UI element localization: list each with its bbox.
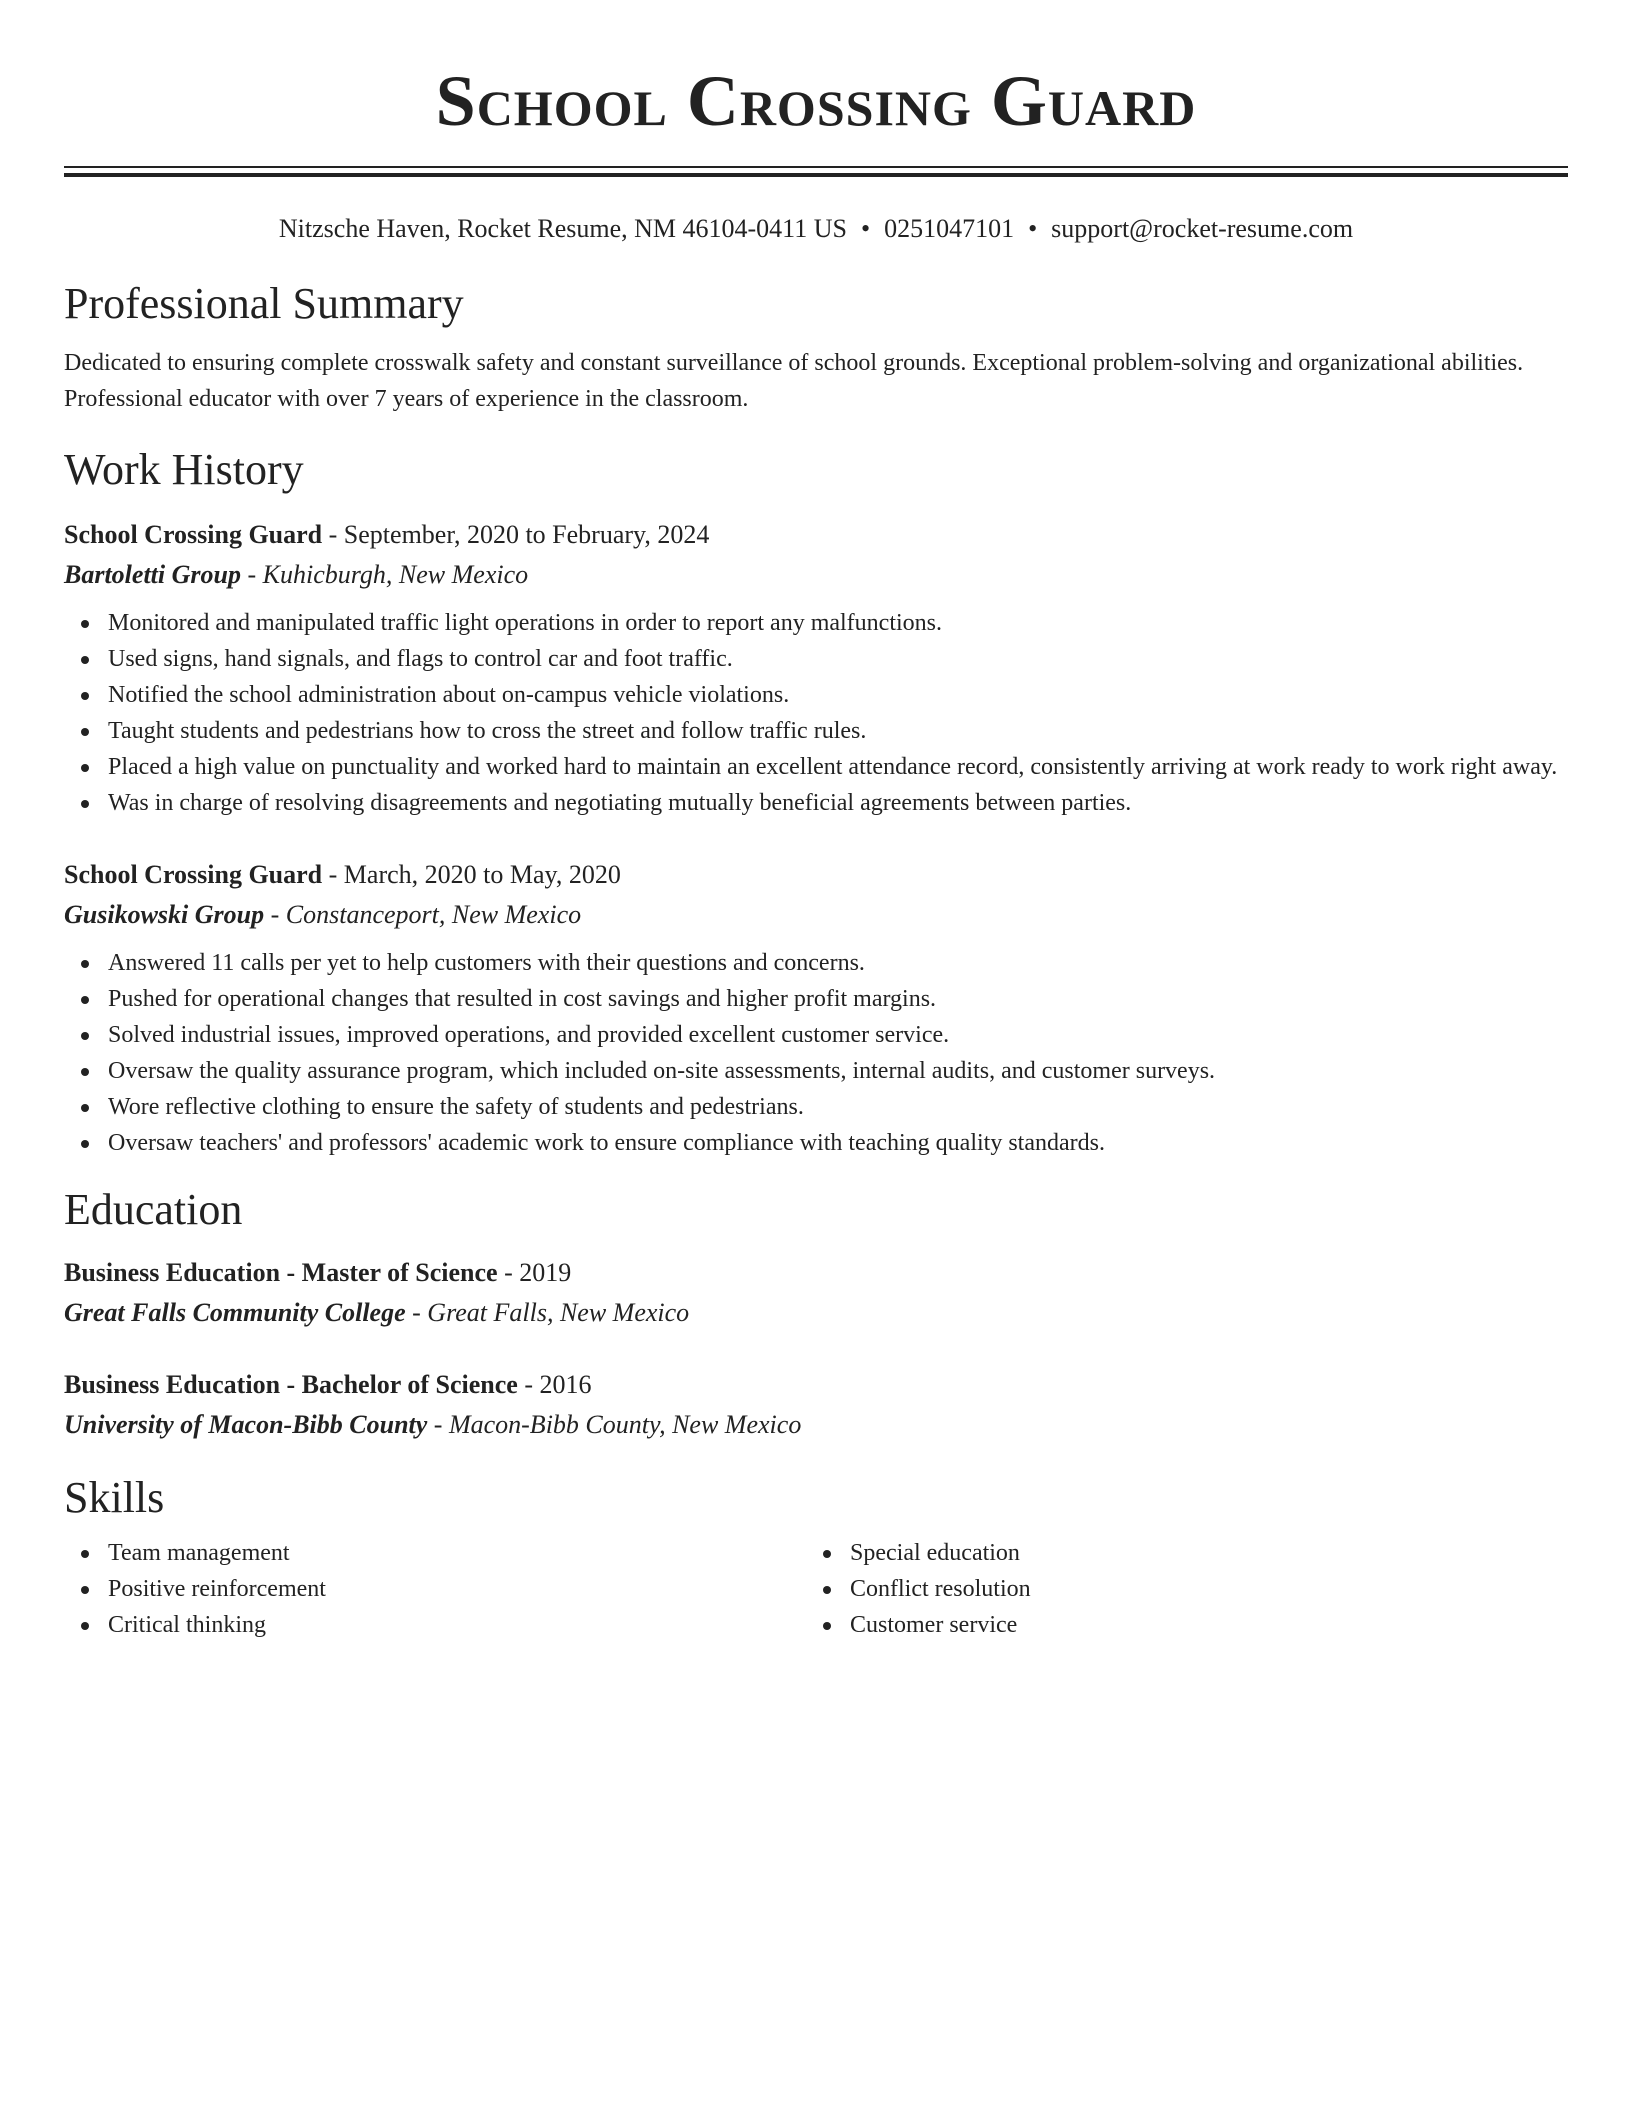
education-entry bbox=[64, 1365, 1568, 1445]
job-title: School Crossing Guard bbox=[64, 520, 323, 549]
contact-line bbox=[64, 211, 1568, 247]
degree: Business Education - Bachelor of Science bbox=[64, 1370, 518, 1399]
contact-separator: • bbox=[860, 214, 871, 243]
job-location: - Constanceport, New Mexico bbox=[264, 900, 582, 929]
job-company: Bartoletti Group bbox=[64, 560, 241, 589]
list-item: Wore reflective clothing to ensure the safety of students and pedestrians. bbox=[64, 1089, 1568, 1125]
job-title: School Crossing Guard bbox=[64, 860, 323, 889]
graduation-year: - 2016 bbox=[517, 1370, 592, 1399]
skills-column-right bbox=[806, 1535, 1548, 1643]
school-line bbox=[64, 1405, 1568, 1445]
job-company-line bbox=[64, 895, 1568, 935]
list-item: Solved industrial issues, improved operations, and provided excellent customer service. bbox=[64, 1017, 1568, 1053]
list-item: Oversaw teachers' and professors' academic work to ensure compliance with teaching quality standards. bbox=[64, 1125, 1568, 1161]
summary-heading: Professional Summary bbox=[64, 279, 464, 328]
job-company-line bbox=[64, 555, 1568, 595]
job-entry bbox=[64, 515, 1568, 821]
school-location: - Great Falls, New Mexico bbox=[405, 1298, 690, 1327]
degree-line bbox=[64, 1253, 1568, 1293]
skills-columns bbox=[64, 1535, 1568, 1643]
list-item: Was in charge of resolving disagreements and negotiating mutually beneficial agreements between parties. bbox=[64, 785, 1568, 821]
skill-item: Conflict resolution bbox=[806, 1571, 1548, 1607]
job-duties-list bbox=[64, 945, 1568, 1161]
education-entry bbox=[64, 1253, 1568, 1333]
summary-text: Dedicated to ensuring complete crosswalk safety and constant surveillance of school grounds. Exceptional problem-solving and organizational abilities. Professional educator with over 7 years of experience in the classroom. bbox=[64, 350, 1524, 412]
job-dates: - March, 2020 to May, 2020 bbox=[322, 860, 621, 889]
contact-separator: • bbox=[1028, 214, 1038, 243]
school-name: University of Macon-Bibb County bbox=[64, 1410, 428, 1439]
list-item: Oversaw the quality assurance program, which included on-site assessments, internal audits, and customer surveys. bbox=[64, 1053, 1568, 1089]
graduation-year: - 2019 bbox=[497, 1258, 572, 1287]
list-item: Notified the school administration about on-campus vehicle violations. bbox=[64, 677, 1568, 713]
skills-list bbox=[806, 1535, 1548, 1643]
skill-item: Positive reinforcement bbox=[64, 1571, 806, 1607]
skills-heading: Skills bbox=[64, 1473, 165, 1522]
skill-item: Special education bbox=[806, 1535, 1548, 1571]
contact-email: support@rocket-resume.com bbox=[1051, 214, 1354, 243]
skills-column-left bbox=[64, 1535, 806, 1643]
list-item: Answered 11 calls per yet to help customers with their questions and concerns. bbox=[64, 945, 1568, 981]
work-history-heading: Work History bbox=[64, 445, 304, 494]
school-line bbox=[64, 1293, 1568, 1333]
list-item: Monitored and manipulated traffic light operations in order to report any malfunctions. bbox=[64, 605, 1568, 641]
skill-item: Customer service bbox=[806, 1607, 1548, 1643]
job-dates: - September, 2020 to February, 2024 bbox=[322, 520, 710, 549]
school-location: - Macon-Bibb County, New Mexico bbox=[427, 1410, 802, 1439]
skill-item: Team management bbox=[64, 1535, 806, 1571]
resume-title: School Crossing Guard bbox=[435, 61, 1197, 141]
contact-address: Nitzsche Haven, Rocket Resume, NM 46104-0411 US bbox=[278, 214, 847, 243]
title-double-rule bbox=[64, 166, 1568, 177]
job-title-line bbox=[64, 855, 1568, 895]
skills-list bbox=[64, 1535, 806, 1643]
education-heading: Education bbox=[64, 1185, 243, 1234]
contact-phone: 0251047101 bbox=[884, 214, 1015, 243]
skill-item: Critical thinking bbox=[64, 1607, 806, 1643]
job-title-line bbox=[64, 515, 1568, 555]
school-name: Great Falls Community College bbox=[64, 1298, 406, 1327]
job-entry bbox=[64, 855, 1568, 1161]
job-location: - Kuhicburgh, New Mexico bbox=[240, 560, 529, 589]
degree: Business Education - Master of Science bbox=[64, 1258, 498, 1287]
list-item: Taught students and pedestrians how to cross the street and follow traffic rules. bbox=[64, 713, 1568, 749]
job-duties-list bbox=[64, 605, 1568, 821]
list-item: Placed a high value on punctuality and worked hard to maintain an excellent attendance record, consistently arriving at work ready to work right away. bbox=[64, 749, 1568, 785]
degree-line bbox=[64, 1365, 1568, 1405]
list-item: Pushed for operational changes that resulted in cost savings and higher profit margins. bbox=[64, 981, 1568, 1017]
job-company: Gusikowski Group bbox=[64, 900, 265, 929]
list-item: Used signs, hand signals, and flags to control car and foot traffic. bbox=[64, 641, 1568, 677]
